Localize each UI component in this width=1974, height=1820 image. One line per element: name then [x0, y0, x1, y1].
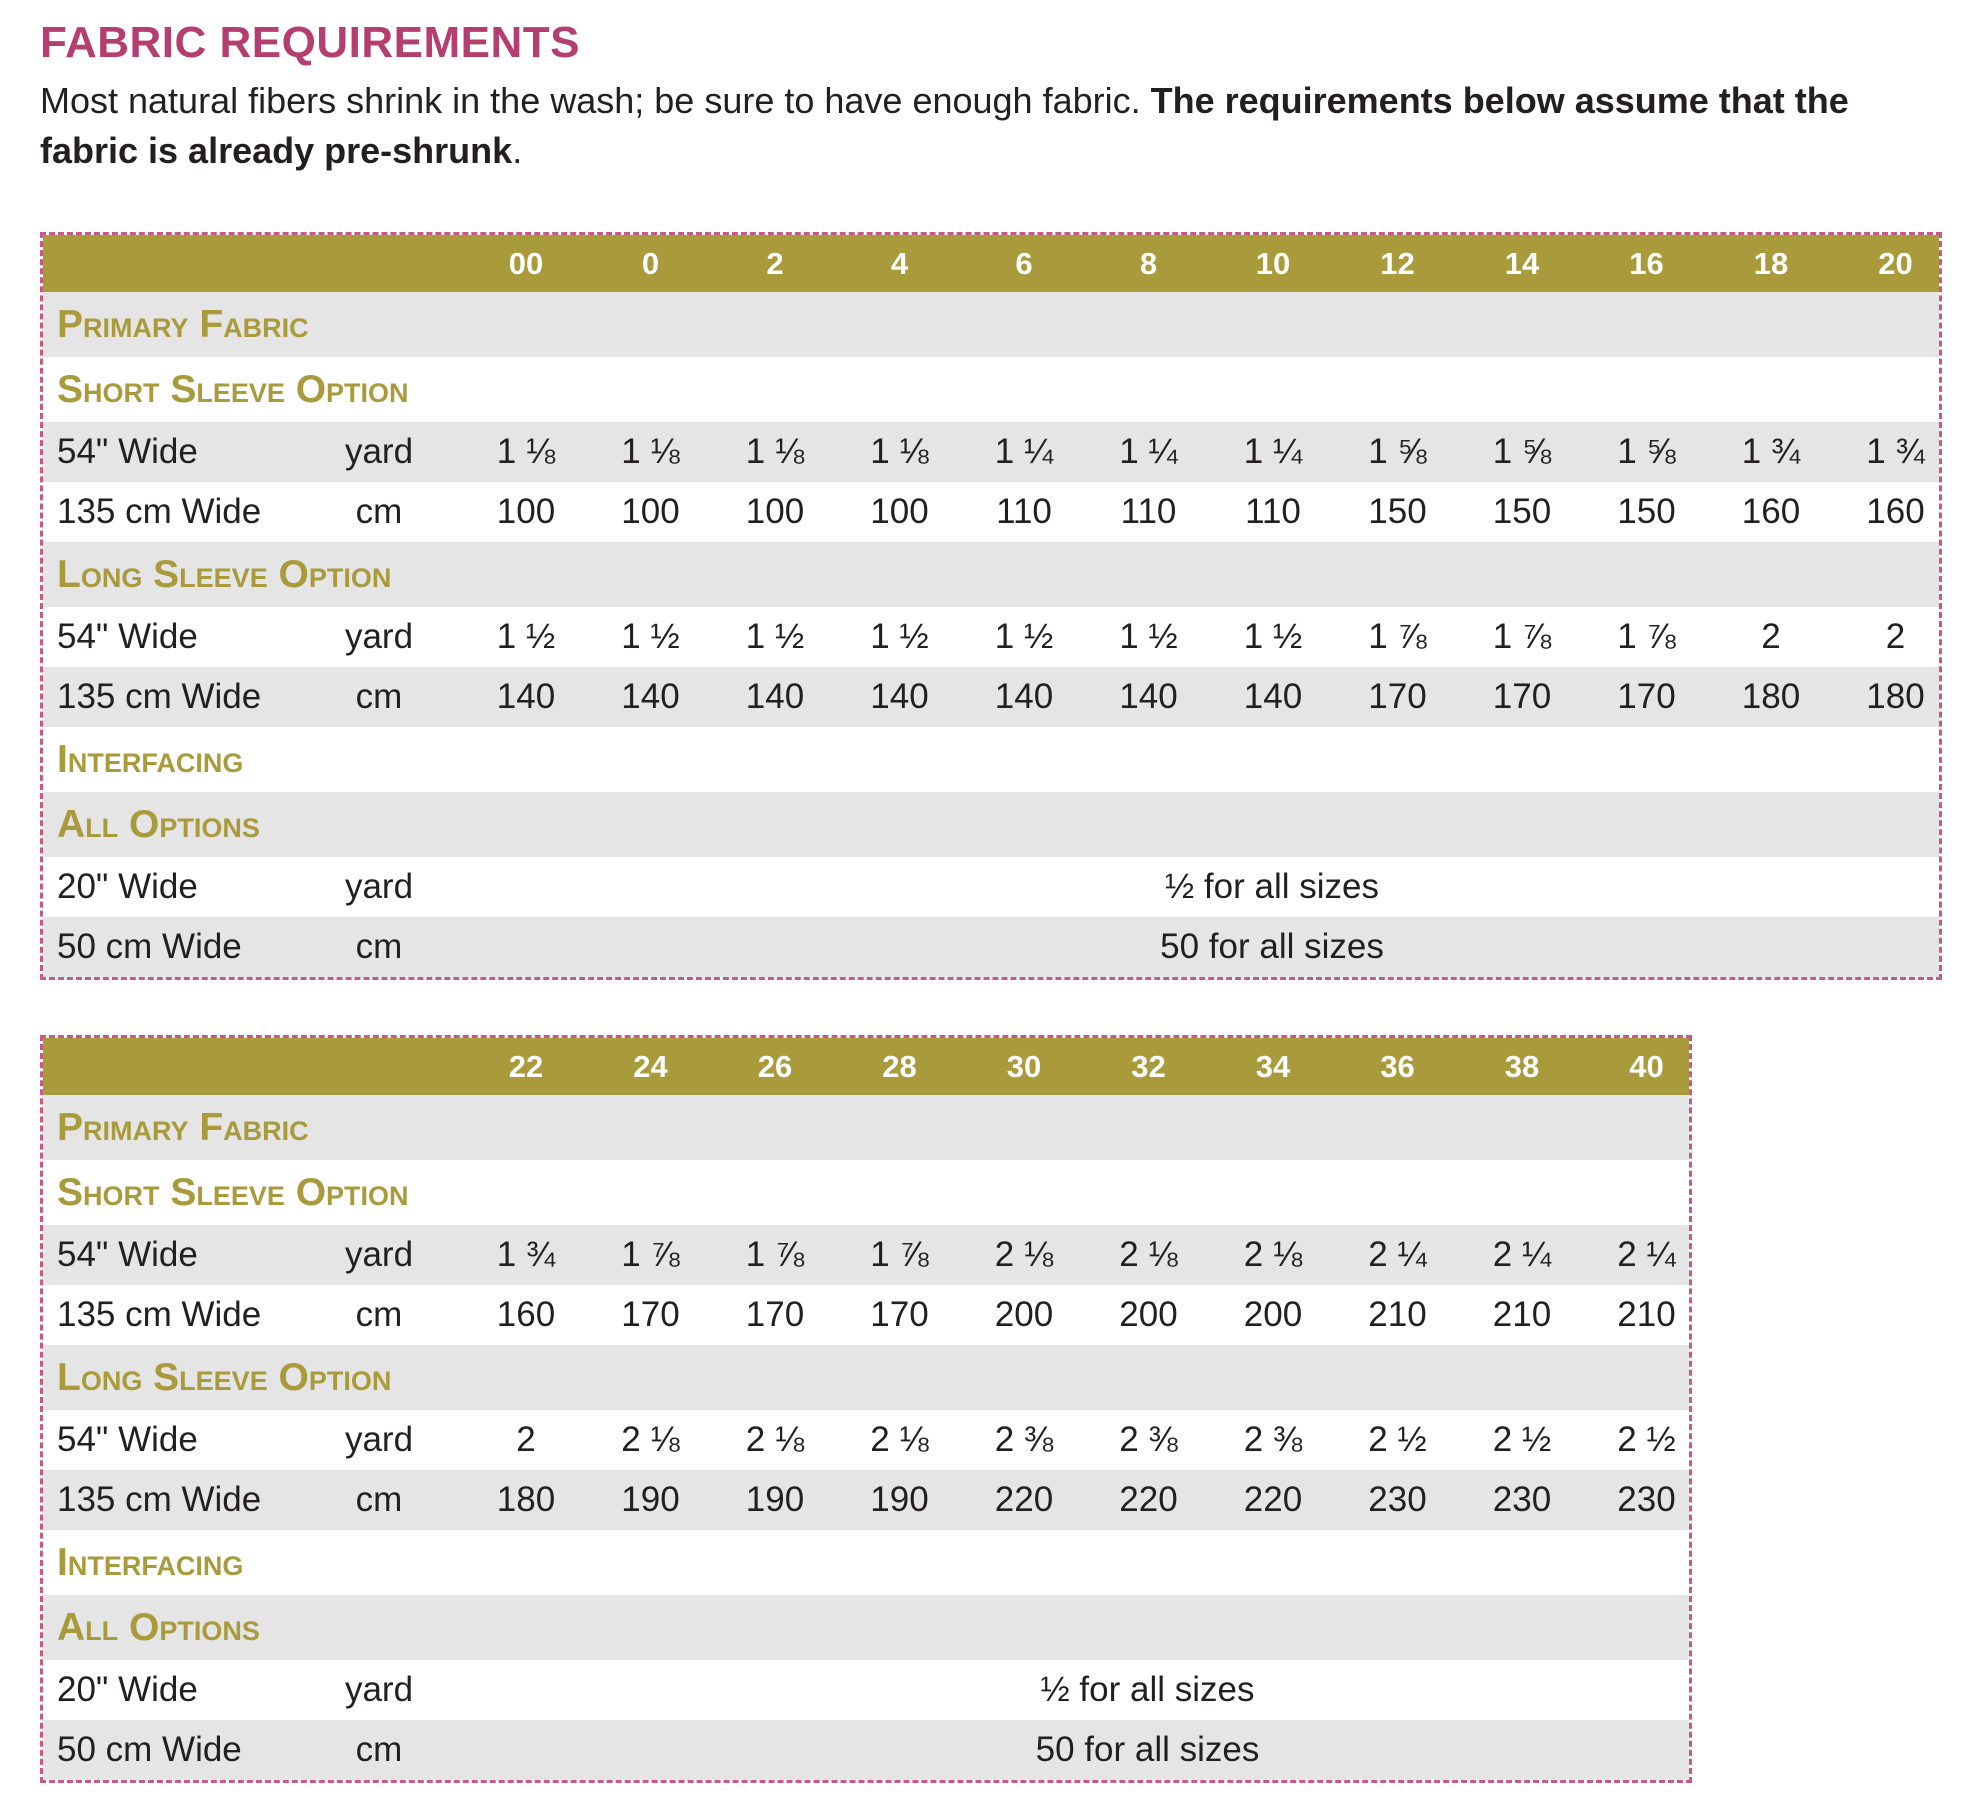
- section-label: Interfacing: [57, 1540, 244, 1584]
- table-cell: 1 ⅛: [745, 432, 805, 471]
- section-label: Primary Fabric: [57, 302, 309, 346]
- table-cell: 1 ½: [745, 617, 805, 656]
- table-cell: 1 ¾: [496, 1235, 556, 1274]
- table-cell: 2 ⅛: [994, 1235, 1054, 1274]
- table-cell: 230: [1617, 1480, 1676, 1519]
- size-header-cell: 0: [641, 245, 660, 281]
- table-cell: 230: [1368, 1480, 1427, 1519]
- table-cell: 1 ⅞: [870, 1235, 929, 1274]
- unit-label: cm: [355, 1295, 403, 1334]
- unit-label: yard: [344, 1235, 414, 1274]
- table-cell: 2 ⅛: [1119, 1235, 1178, 1274]
- section-label: Interfacing: [57, 737, 244, 781]
- table-cell: 170: [1617, 677, 1676, 716]
- fabric-width-label: 54" Wide: [57, 432, 198, 471]
- section-row: [43, 357, 1939, 422]
- all-sizes-row: [43, 857, 1939, 917]
- table-cell: 1 ½: [496, 617, 556, 656]
- size-header-cell: 4: [890, 245, 909, 281]
- table-cell: 110: [996, 492, 1052, 531]
- all-sizes-text: 50 for all sizes: [1160, 927, 1384, 966]
- section-row: [43, 542, 1939, 607]
- table-cell: 2 ⅛: [621, 1420, 680, 1459]
- unit-label: yard: [344, 432, 414, 471]
- fabric-width-label: 135 cm Wide: [57, 1295, 262, 1334]
- unit-label: yard: [344, 1670, 414, 1709]
- section-row: [43, 792, 1939, 857]
- table-cell: 1 ⅝: [1368, 432, 1427, 471]
- fabric-table-sizes-00-20: [40, 232, 1942, 980]
- size-header-cell: 20: [1878, 245, 1913, 281]
- table-cell: 2 ¼: [1492, 1235, 1552, 1274]
- section-label: Primary Fabric: [57, 1105, 309, 1149]
- size-header-cell: 10: [1255, 245, 1291, 281]
- table-row: [43, 1410, 1689, 1470]
- size-header-cell: 40: [1629, 1048, 1664, 1084]
- table-cell: 1 ⅞: [1617, 617, 1676, 656]
- table-cell: 140: [496, 677, 556, 716]
- table-cell: 160: [496, 1295, 556, 1334]
- all-sizes-row: [43, 1720, 1689, 1780]
- table-cell: 1 ½: [1243, 617, 1303, 656]
- table-cell: 2 ½: [1492, 1420, 1552, 1459]
- table-cell: 200: [1243, 1295, 1303, 1334]
- table-cell: 100: [870, 492, 929, 531]
- table-cell: 1 ⅛: [496, 432, 556, 471]
- table-cell: 170: [1368, 677, 1427, 716]
- table-cell: 160: [1741, 492, 1801, 531]
- intro-bold: The requirements below assume that the fabric is already pre-shrunk: [40, 80, 1849, 171]
- table-cell: 110: [1120, 492, 1177, 531]
- fabric-width-label: 20" Wide: [57, 1670, 198, 1709]
- table-cell: 1 ⅛: [870, 432, 929, 471]
- table-cell: 140: [1243, 677, 1303, 716]
- table-cell: 2 ¼: [1617, 1235, 1676, 1274]
- size-header-row: [43, 235, 1939, 292]
- table-cell: 230: [1492, 1480, 1552, 1519]
- all-sizes-text: ½ for all sizes: [1165, 867, 1379, 906]
- section-label: All Options: [57, 802, 260, 846]
- size-header-cell: 12: [1380, 245, 1415, 281]
- table-cell: 150: [1617, 492, 1676, 531]
- section-row: [43, 292, 1939, 357]
- unit-label: cm: [355, 677, 403, 716]
- section-label: Long Sleeve Option: [57, 552, 392, 596]
- table-cell: 1 ¼: [1243, 432, 1303, 471]
- section-row: [43, 1160, 1689, 1225]
- table-cell: 140: [745, 677, 805, 716]
- table-cell: 1 ⅞: [745, 1235, 805, 1274]
- table-cell: 2 ⅛: [1243, 1235, 1303, 1274]
- table-cell: 220: [1119, 1480, 1178, 1519]
- table-cell: 110: [1245, 492, 1301, 531]
- table-cell: 2: [516, 1420, 536, 1459]
- size-header-cell: 34: [1255, 1048, 1291, 1084]
- all-sizes-text: 50 for all sizes: [1035, 1730, 1260, 1769]
- table-cell: 2 ¼: [1368, 1235, 1427, 1274]
- table-cell: 180: [1866, 677, 1925, 716]
- table-cell: 1 ½: [621, 617, 680, 656]
- size-header-cell: 26: [757, 1048, 793, 1084]
- table-row: [43, 607, 1939, 667]
- section-row: [43, 1095, 1689, 1160]
- all-sizes-row: [43, 1660, 1689, 1720]
- table-cell: 100: [621, 492, 680, 531]
- size-header-cell: 24: [633, 1048, 668, 1084]
- unit-label: yard: [344, 617, 414, 656]
- section-row: [43, 1595, 1689, 1660]
- intro-text: [40, 76, 1940, 176]
- size-header-cell: 30: [1006, 1048, 1042, 1084]
- fabric-width-label: 135 cm Wide: [57, 677, 262, 716]
- size-header-cell: 00: [508, 245, 544, 281]
- table-cell: 2 ⅜: [1119, 1420, 1178, 1459]
- section-label: Short Sleeve Option: [57, 1170, 409, 1214]
- page-title: FABRIC REQUIREMENTS: [40, 18, 580, 67]
- size-header-cell: 2: [766, 245, 784, 281]
- all-sizes-text: ½ for all sizes: [1040, 1670, 1255, 1709]
- size-header-cell: 38: [1504, 1048, 1540, 1084]
- intro-end: .: [512, 130, 523, 171]
- table-cell: 170: [621, 1295, 680, 1334]
- table-row: [43, 667, 1939, 727]
- table-cell: 1 ½: [870, 617, 929, 656]
- table-cell: 150: [1368, 492, 1427, 531]
- fabric-width-label: 54" Wide: [57, 617, 198, 656]
- section-label: All Options: [57, 1605, 260, 1649]
- fabric-width-label: 20" Wide: [57, 867, 198, 906]
- fabric-width-label: 135 cm Wide: [57, 492, 262, 531]
- table-cell: 1 ¼: [994, 432, 1054, 471]
- table-cell: 170: [1492, 677, 1552, 716]
- section-row: [43, 727, 1939, 792]
- table-cell: 200: [1119, 1295, 1178, 1334]
- all-sizes-row: [43, 917, 1939, 977]
- table-cell: 100: [496, 492, 556, 531]
- table-cell: 1 ¼: [1119, 432, 1178, 471]
- table-cell: 140: [870, 677, 929, 716]
- table-cell: 2 ⅜: [994, 1420, 1054, 1459]
- table-row: [43, 1225, 1689, 1285]
- table-cell: 1 ½: [1119, 617, 1178, 656]
- unit-label: yard: [344, 867, 414, 906]
- table-cell: 160: [1866, 492, 1925, 531]
- table-cell: 2: [1761, 617, 1781, 656]
- size-header-row: [43, 1038, 1689, 1095]
- unit-label: cm: [355, 1480, 403, 1519]
- table-row: [43, 482, 1939, 542]
- table-cell: 210: [1492, 1295, 1552, 1334]
- table-cell: 190: [870, 1480, 929, 1519]
- table-cell: 2 ⅛: [870, 1420, 929, 1459]
- table-cell: 190: [621, 1480, 680, 1519]
- size-header-cell: 6: [1015, 245, 1033, 281]
- section-label: Short Sleeve Option: [57, 367, 409, 411]
- table-cell: 2 ½: [1617, 1420, 1676, 1459]
- fabric-width-label: 50 cm Wide: [57, 927, 242, 966]
- table-cell: 220: [994, 1480, 1054, 1519]
- unit-label: cm: [355, 927, 403, 966]
- table-cell: 210: [1617, 1295, 1676, 1334]
- table-row: [43, 422, 1939, 482]
- size-header-cell: 18: [1753, 245, 1789, 281]
- size-header-cell: 8: [1139, 245, 1158, 281]
- table-cell: 170: [745, 1295, 805, 1334]
- table-cell: 1 ⅝: [1492, 432, 1552, 471]
- table-cell: 2: [1885, 617, 1906, 656]
- section-label: Long Sleeve Option: [57, 1355, 392, 1399]
- section-row: [43, 1345, 1689, 1410]
- size-header-cell: 28: [882, 1048, 917, 1084]
- unit-label: cm: [355, 1730, 403, 1769]
- table-cell: 1 ¾: [1866, 432, 1925, 471]
- table-cell: 220: [1243, 1480, 1303, 1519]
- table-cell: 200: [994, 1295, 1054, 1334]
- section-row: [43, 1530, 1689, 1595]
- table-cell: 2 ½: [1368, 1420, 1427, 1459]
- table-cell: 1 ½: [994, 617, 1054, 656]
- fabric-table-sizes-22-40: [40, 1035, 1692, 1783]
- intro-plain: Most natural fibers shrink in the wash; be sure to have enough fabric.: [40, 80, 1151, 121]
- fabric-width-label: 50 cm Wide: [57, 1730, 242, 1769]
- size-header-cell: 32: [1131, 1048, 1166, 1084]
- size-header-cell: 22: [508, 1048, 544, 1084]
- table-row: [43, 1285, 1689, 1345]
- unit-label: yard: [344, 1420, 414, 1459]
- size-header-cell: 16: [1629, 245, 1664, 281]
- table-cell: 2 ⅜: [1243, 1420, 1303, 1459]
- table-cell: 1 ¾: [1741, 432, 1801, 471]
- unit-label: cm: [355, 492, 403, 531]
- table-cell: 140: [621, 677, 680, 716]
- size-header-cell: 36: [1380, 1048, 1415, 1084]
- table-cell: 1 ⅛: [621, 432, 680, 471]
- table-cell: 190: [745, 1480, 805, 1519]
- size-header-cell: 14: [1504, 245, 1540, 281]
- table-cell: 2 ⅛: [745, 1420, 805, 1459]
- fabric-width-label: 135 cm Wide: [57, 1480, 262, 1519]
- table-cell: 1 ⅞: [1492, 617, 1552, 656]
- table-cell: 1 ⅞: [621, 1235, 680, 1274]
- table-cell: 180: [1741, 677, 1801, 716]
- table-cell: 210: [1368, 1295, 1427, 1334]
- table-cell: 1 ⅝: [1617, 432, 1676, 471]
- table-cell: 140: [1119, 677, 1178, 716]
- table-cell: 140: [994, 677, 1054, 716]
- fabric-width-label: 54" Wide: [57, 1420, 198, 1459]
- table-cell: 150: [1492, 492, 1552, 531]
- table-row: [43, 1470, 1689, 1530]
- table-cell: 1 ⅞: [1368, 617, 1427, 656]
- table-cell: 180: [496, 1480, 556, 1519]
- fabric-width-label: 54" Wide: [57, 1235, 198, 1274]
- table-cell: 100: [745, 492, 805, 531]
- table-cell: 170: [870, 1295, 929, 1334]
